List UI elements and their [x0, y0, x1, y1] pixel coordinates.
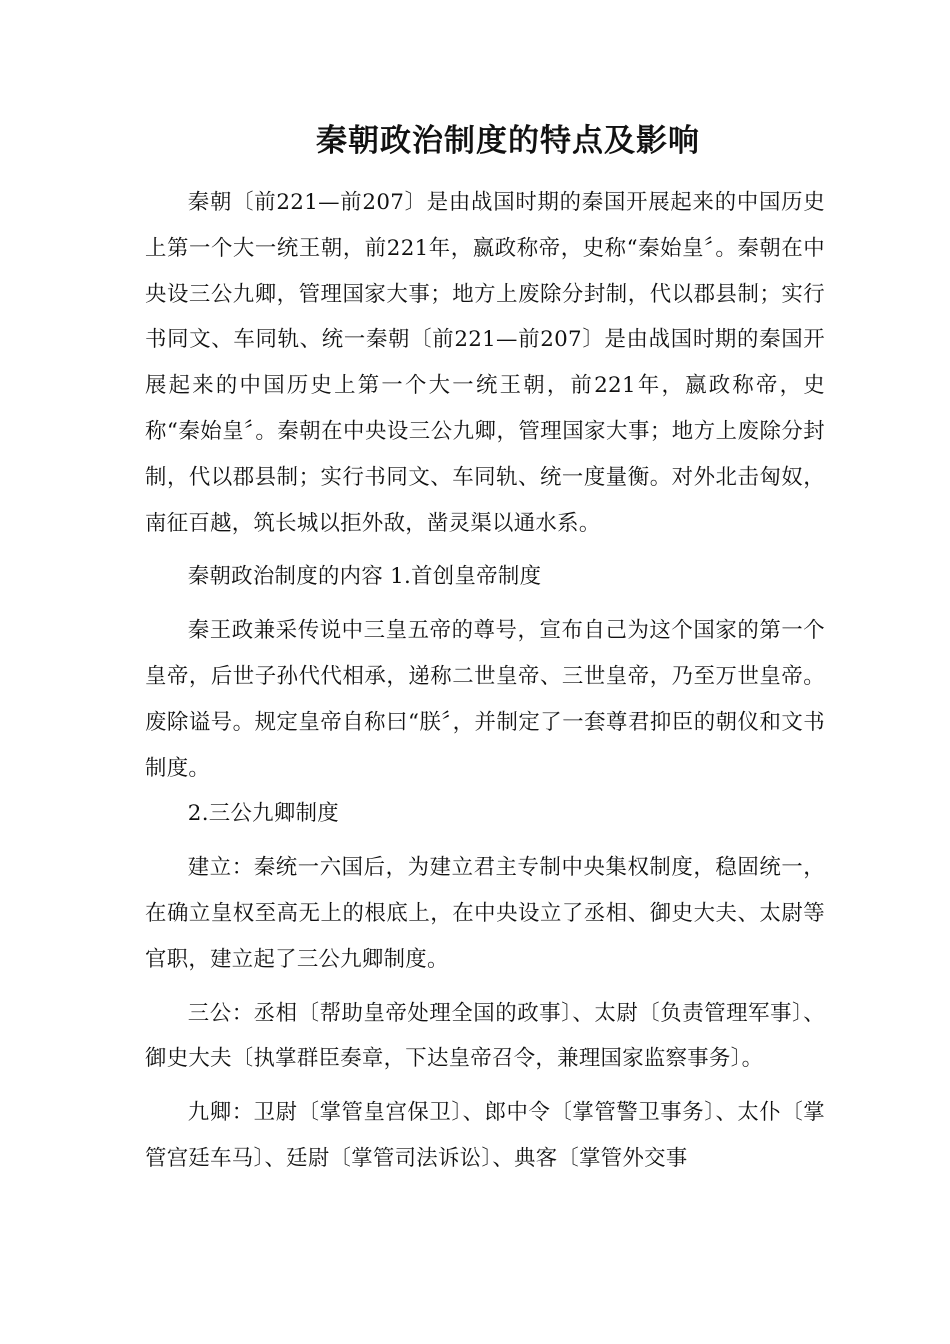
paragraph-establishment: 建立：秦统一六国后，为建立君主专制中央集权制度，稳固统一，在确立皇权至高无上的根底上，在中央设立了丞相、御史大夫、太尉等官职，建立起了三公九卿制度。	[145, 855, 825, 972]
paragraph-intro: 秦朝〔前221—前207〕是由战国时期的秦国开展起来的中国历史上第一个大一统王朝，前221年，嬴政称帝，史称“秦始皇〞。秦朝在中央设三公九卿，管理国家大事；地方上废除分封制，代以郡县制；实行书同文、车同轨、统一秦朝〔前221—前207〕是由战国时期的秦国开展起来的中国历史上第一个大一统王朝，前221年，嬴政称帝，史称“秦始皇〞。秦朝在中央设三公九卿，管理国家大事；地方上废除分封制，代以郡县制；实行书同文、车同轨、统一度量衡。对外北击匈奴，南征百越，筑长城以拒外敌，凿灵渠以通水系。	[145, 190, 825, 536]
paragraph-nine-ministers: 九卿：卫尉〔掌管皇宫保卫〕、郎中令〔掌管警卫事务〕、太仆〔掌管宫廷车马〕、廷尉〔掌管司法诉讼〕、典客〔掌管外交事	[145, 1100, 825, 1171]
paragraph-section-heading-2: 2.三公九卿制度	[187, 801, 339, 827]
document-body	[145, 180, 825, 1182]
paragraph-three-dukes: 三公：丞相〔帮助皇帝处理全国的政事〕、太尉〔负责管理军事〕、御史大夫〔执掌群臣奏章，下达皇帝召令，兼理国家监察事务〕。	[145, 1000, 825, 1072]
paragraph-emperor-system: 秦王政兼采传说中三皇五帝的尊号，宣布自己为这个国家的第一个皇帝，后世子孙代代相承，递称二世皇帝、三世皇帝，乃至万世皇帝。废除谥号。规定皇帝自称曰“朕〞，并制定了一套尊君抑臣的朝仪和文书制度。	[145, 618, 825, 781]
document-title: 秦朝政治制度的特点及影响	[316, 123, 700, 159]
paragraph-section-heading-1: 秦朝政治制度的内容 1.首创皇帝制度	[187, 564, 542, 590]
